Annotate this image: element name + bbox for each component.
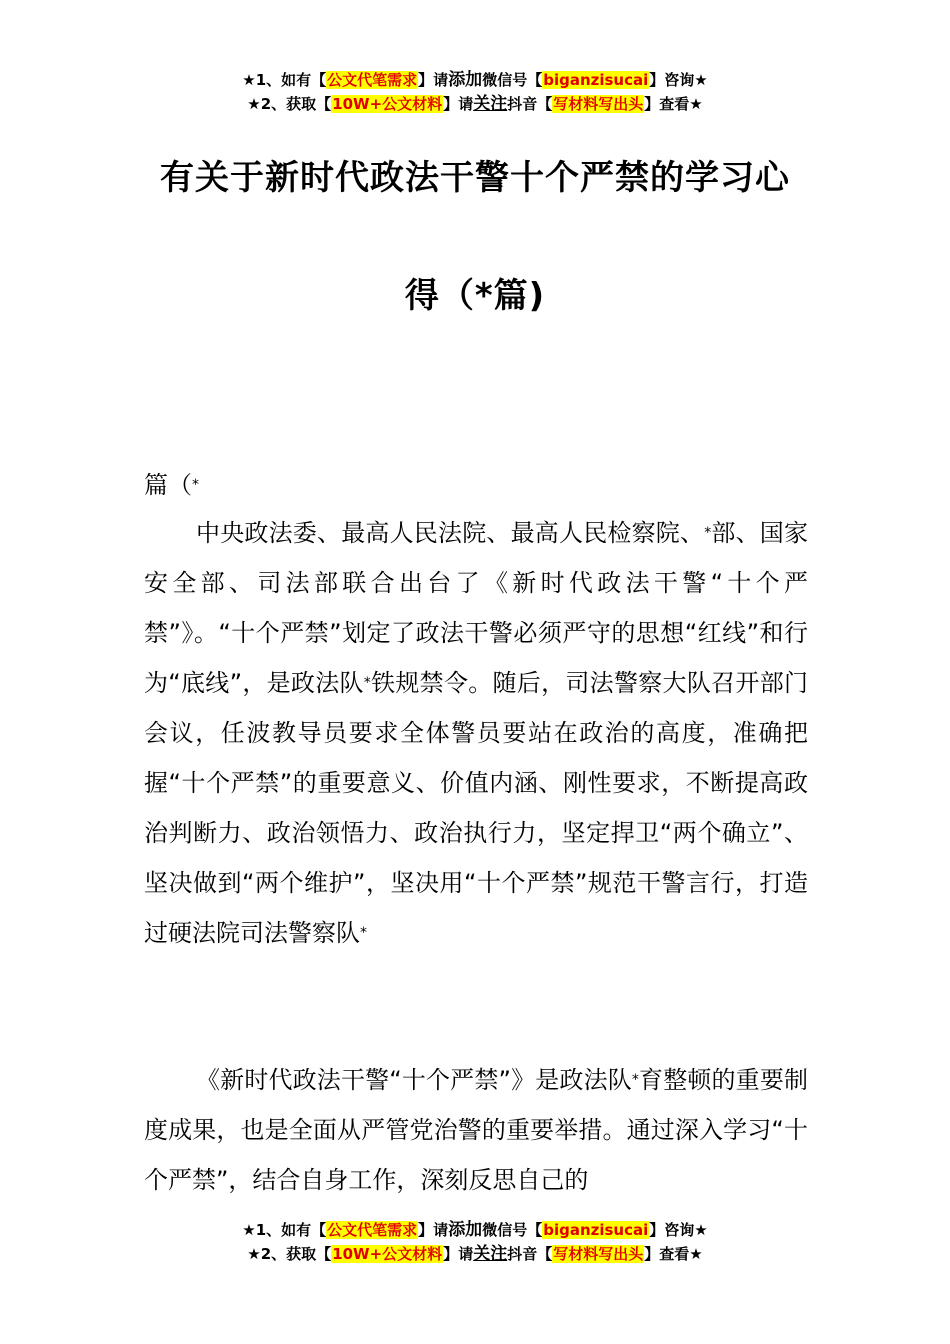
redaction-mark: *: [631, 1072, 639, 1088]
section-heading-mark: *: [192, 477, 199, 493]
banner-text: 】请: [443, 1245, 474, 1263]
paragraph-1: [144, 508, 808, 958]
footer-banner: [0, 1218, 950, 1266]
document-title-line-2: 得（*篇): [404, 276, 546, 316]
banner-text: 微信号【: [482, 71, 543, 89]
paragraph-text: 《新时代政法干警“十个严禁”》是政法队: [196, 1066, 632, 1094]
banner-highlight: 10W+公文材料: [332, 95, 443, 113]
paragraph-text: 部、国家安全部、司法部联合出台了《新时代政法干警“十个严禁”》。“十个严禁”划定了政法干警必须严守的思想“红线”和行为“底线”，是政法队: [144, 519, 809, 697]
banner-line-2: [0, 92, 950, 116]
section-heading-text: 篇（: [144, 471, 192, 499]
banner-text: 】查看★: [644, 1245, 703, 1263]
banner-line-1: [0, 1218, 950, 1242]
banner-highlight: 写材料写出头: [553, 1245, 644, 1263]
paragraph-text: 中央政法委、最高人民法院、最高人民检察院、: [196, 519, 705, 547]
banner-text: ★2、获取【: [247, 1245, 332, 1263]
banner-highlight: 10W+公文材料: [332, 1245, 443, 1263]
banner-text: ★1、如有【: [242, 71, 327, 89]
banner-line-2: [0, 1242, 950, 1266]
redaction-mark: *: [360, 925, 367, 941]
banner-text: ★2、获取【: [247, 95, 332, 113]
redaction-mark: *: [704, 525, 712, 541]
banner-text: 】请: [443, 95, 474, 113]
redaction-mark: *: [363, 675, 371, 691]
banner-highlight: biganzisucai: [543, 1221, 649, 1239]
paragraph-2: [144, 1055, 808, 1205]
document-title-line-1: 有关于新时代政法干警十个严禁的学习心: [160, 158, 790, 198]
banner-text: 】查看★: [644, 95, 703, 113]
banner-highlight: 写材料写出头: [553, 95, 644, 113]
banner-text: 抖音【: [507, 95, 553, 113]
banner-emphasis: 关注: [473, 94, 508, 114]
paragraph-text: 育整顿的重要制度成果，也是全面从严管党治警的重要举措。通过深入学习“十个严禁”，结合自身工作，深刻反思自己的: [144, 1066, 809, 1194]
banner-text: ★1、如有【: [242, 1221, 327, 1239]
banner-emphasis: 添加: [448, 1220, 483, 1240]
banner-highlight: 公文代笔需求: [327, 1221, 418, 1239]
banner-highlight: 公文代笔需求: [327, 71, 418, 89]
banner-text: 微信号【: [482, 1221, 543, 1239]
banner-emphasis: 添加: [448, 70, 483, 90]
banner-text: 】请: [418, 71, 449, 89]
banner-line-1: [0, 68, 950, 92]
banner-text: 】咨询★: [649, 71, 708, 89]
banner-highlight: biganzisucai: [543, 71, 649, 89]
banner-text: 】咨询★: [649, 1221, 708, 1239]
banner-text: 】请: [418, 1221, 449, 1239]
section-heading: [144, 460, 808, 510]
paragraph-text: 铁规禁令。随后，司法警察大队召开部门会议，任波教导员要求全体警员要站在政治的高度，准确把握“十个严禁”的重要意义、价值内涵、刚性要求，不断提高政治判断力、政治领悟力、政治执行力，坚定捍卫“两个确立”、坚决做到“两个维护”，坚决用“十个严禁”规范干警言行，打造过硬法院司法警察队: [144, 669, 809, 947]
banner-emphasis: 关注: [473, 1244, 508, 1264]
banner-text: 抖音【: [507, 1245, 553, 1263]
header-banner: [0, 68, 950, 116]
